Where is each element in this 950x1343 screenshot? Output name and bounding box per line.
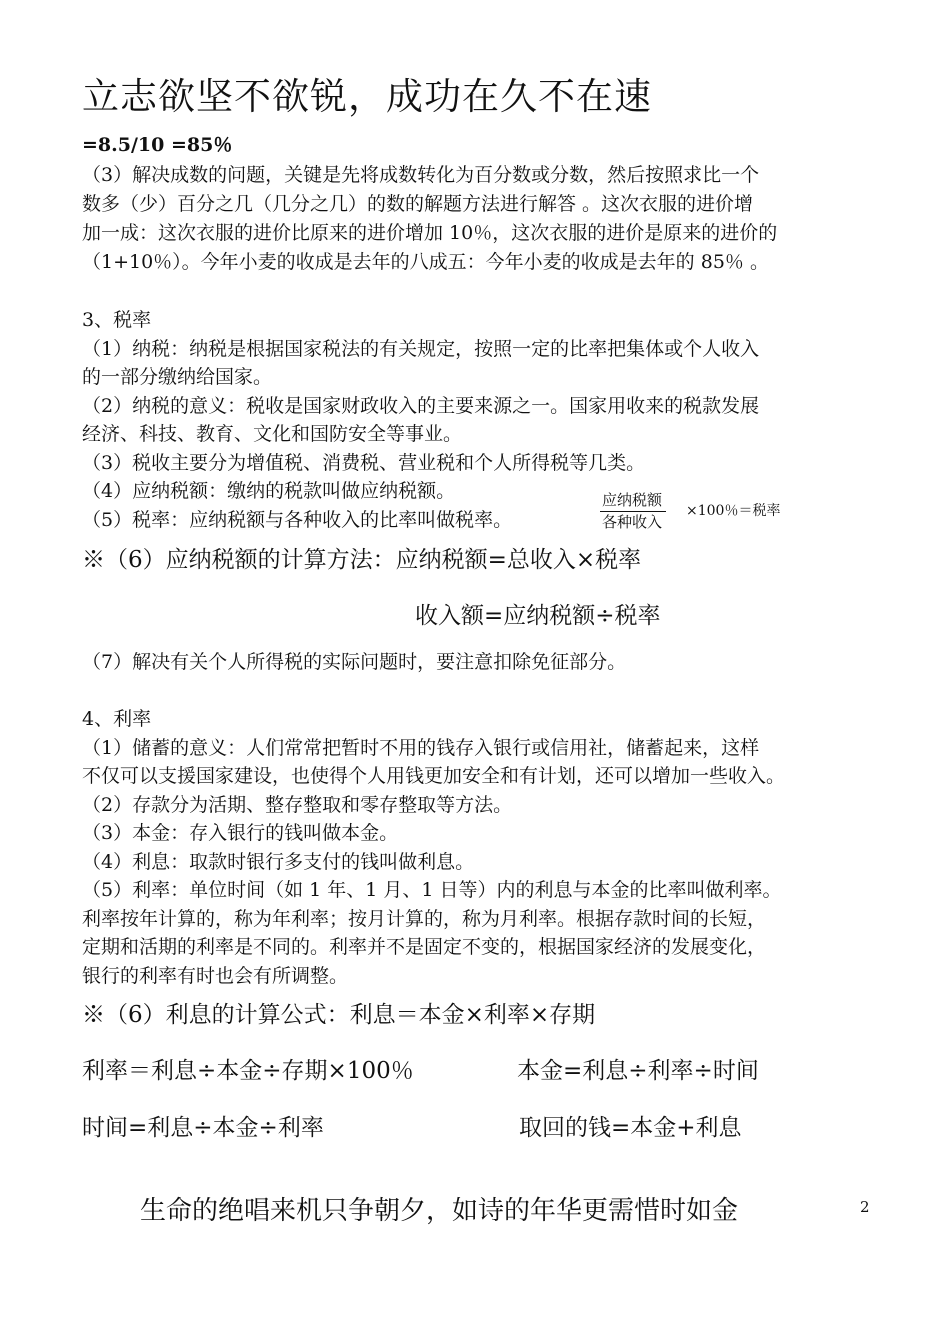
paragraph-line: （1）纳税：纳税是根据国家税法的有关规定，按照一定的比率把集体或个人收入 (82, 338, 760, 360)
tax-formula-line: ※（6）应纳税额的计算方法：应纳税额=总收入×税率 (82, 547, 642, 573)
paragraph-line: （1+10％）。今年小麦的收成是去年的八成五：今年小麦的收成是去年的 85％ 。 (82, 251, 769, 273)
paragraph-line: 定期和活期的利率是不同的。利率并不是固定不变的，根据国家经济的发展变化， (82, 936, 767, 958)
paragraph-line: 经济、科技、教育、文化和国防安全等事业。 (82, 423, 463, 445)
section-heading-tax-rate: 3、税率 (82, 309, 152, 331)
paragraph-line: 的一部分缴纳给国家。 (82, 366, 273, 388)
paragraph-line: （3）本金：存入银行的钱叫做本金。 (82, 822, 399, 844)
income-formula-line: 收入额=应纳税额÷税率 (415, 603, 661, 629)
paragraph-line: （2）存款分为活期、整存整取和零存整取等方法。 (82, 794, 513, 816)
paragraph-line: （5）税率：应纳税额与各种收入的比率叫做税率。 (82, 509, 513, 531)
total-formula: 取回的钱=本金+利息 (519, 1115, 742, 1141)
paragraph-line: 不仅可以支援国家建设，也使得个人用钱更加安全和有计划，还可以增加一些收入。 (82, 765, 786, 787)
footer-motto: 生命的绝唱来机只争朝夕，如诗的年华更需惜时如金 (140, 1196, 739, 1226)
rate-formula: 利率＝利息÷本金÷存期×100％ (82, 1058, 414, 1084)
paragraph-line: （5）利率：单位时间（如 1 年、1 月、1 日等）内的利息与本金的比率叫做利率。 (82, 879, 782, 901)
fraction-multiplier: ×100％＝税率 (686, 503, 781, 519)
paragraph-line: （3）解决成数的问题，关键是先将成数转化为百分数或分数，然后按照求比一个 (82, 164, 760, 186)
fraction-numerator: 应纳税额 (600, 490, 666, 512)
paragraph-line: （4）应纳税额：缴纳的税款叫做应纳税额。 (82, 480, 456, 502)
paragraph-line: （2）纳税的意义：税收是国家财政收入的主要来源之一。国家用收来的税款发展 (82, 395, 760, 417)
paragraph-line: 利率按年计算的，称为年利率；按月计算的，称为月利率。根据存款时间的长短， (82, 908, 767, 930)
page-title: 立志欲坚不欲锐，成功在久不在速 (82, 75, 652, 118)
paragraph-line: （4）利息：取款时银行多支付的钱叫做利息。 (82, 851, 475, 873)
tax-rate-fraction (600, 490, 666, 532)
paragraph-line: 加一成：这次衣服的进价比原来的进价增加 10％，这次衣服的进价是原来的进价的 (82, 222, 778, 244)
calculation-line: =8.5/10 =85％ (82, 134, 233, 156)
paragraph-line: （7）解决有关个人所得税的实际问题时，要注意扣除免征部分。 (82, 651, 627, 673)
paragraph-line: 数多（少）百分之几（几分之几）的数的解题方法进行解答 。这次衣服的进价增 (82, 193, 754, 215)
paragraph-line: 银行的利率有时也会有所调整。 (82, 965, 349, 987)
time-formula: 时间=利息÷本金÷利率 (82, 1115, 324, 1141)
interest-formula-line: ※（6）利息的计算公式：利息＝本金×利率×存期 (82, 1002, 596, 1028)
section-heading-interest-rate: 4、利率 (82, 708, 152, 730)
fraction-denominator: 各种收入 (602, 513, 663, 531)
paragraph-line: （3）税收主要分为增值税、消费税、营业税和个人所得税等几类。 (82, 452, 646, 474)
paragraph-line: （1）储蓄的意义：人们常常把暂时不用的钱存入银行或信用社，储蓄起来，这样 (82, 737, 760, 759)
principal-formula: 本金=利息÷利率÷时间 (517, 1058, 759, 1084)
page-number: 2 (860, 1198, 870, 1216)
